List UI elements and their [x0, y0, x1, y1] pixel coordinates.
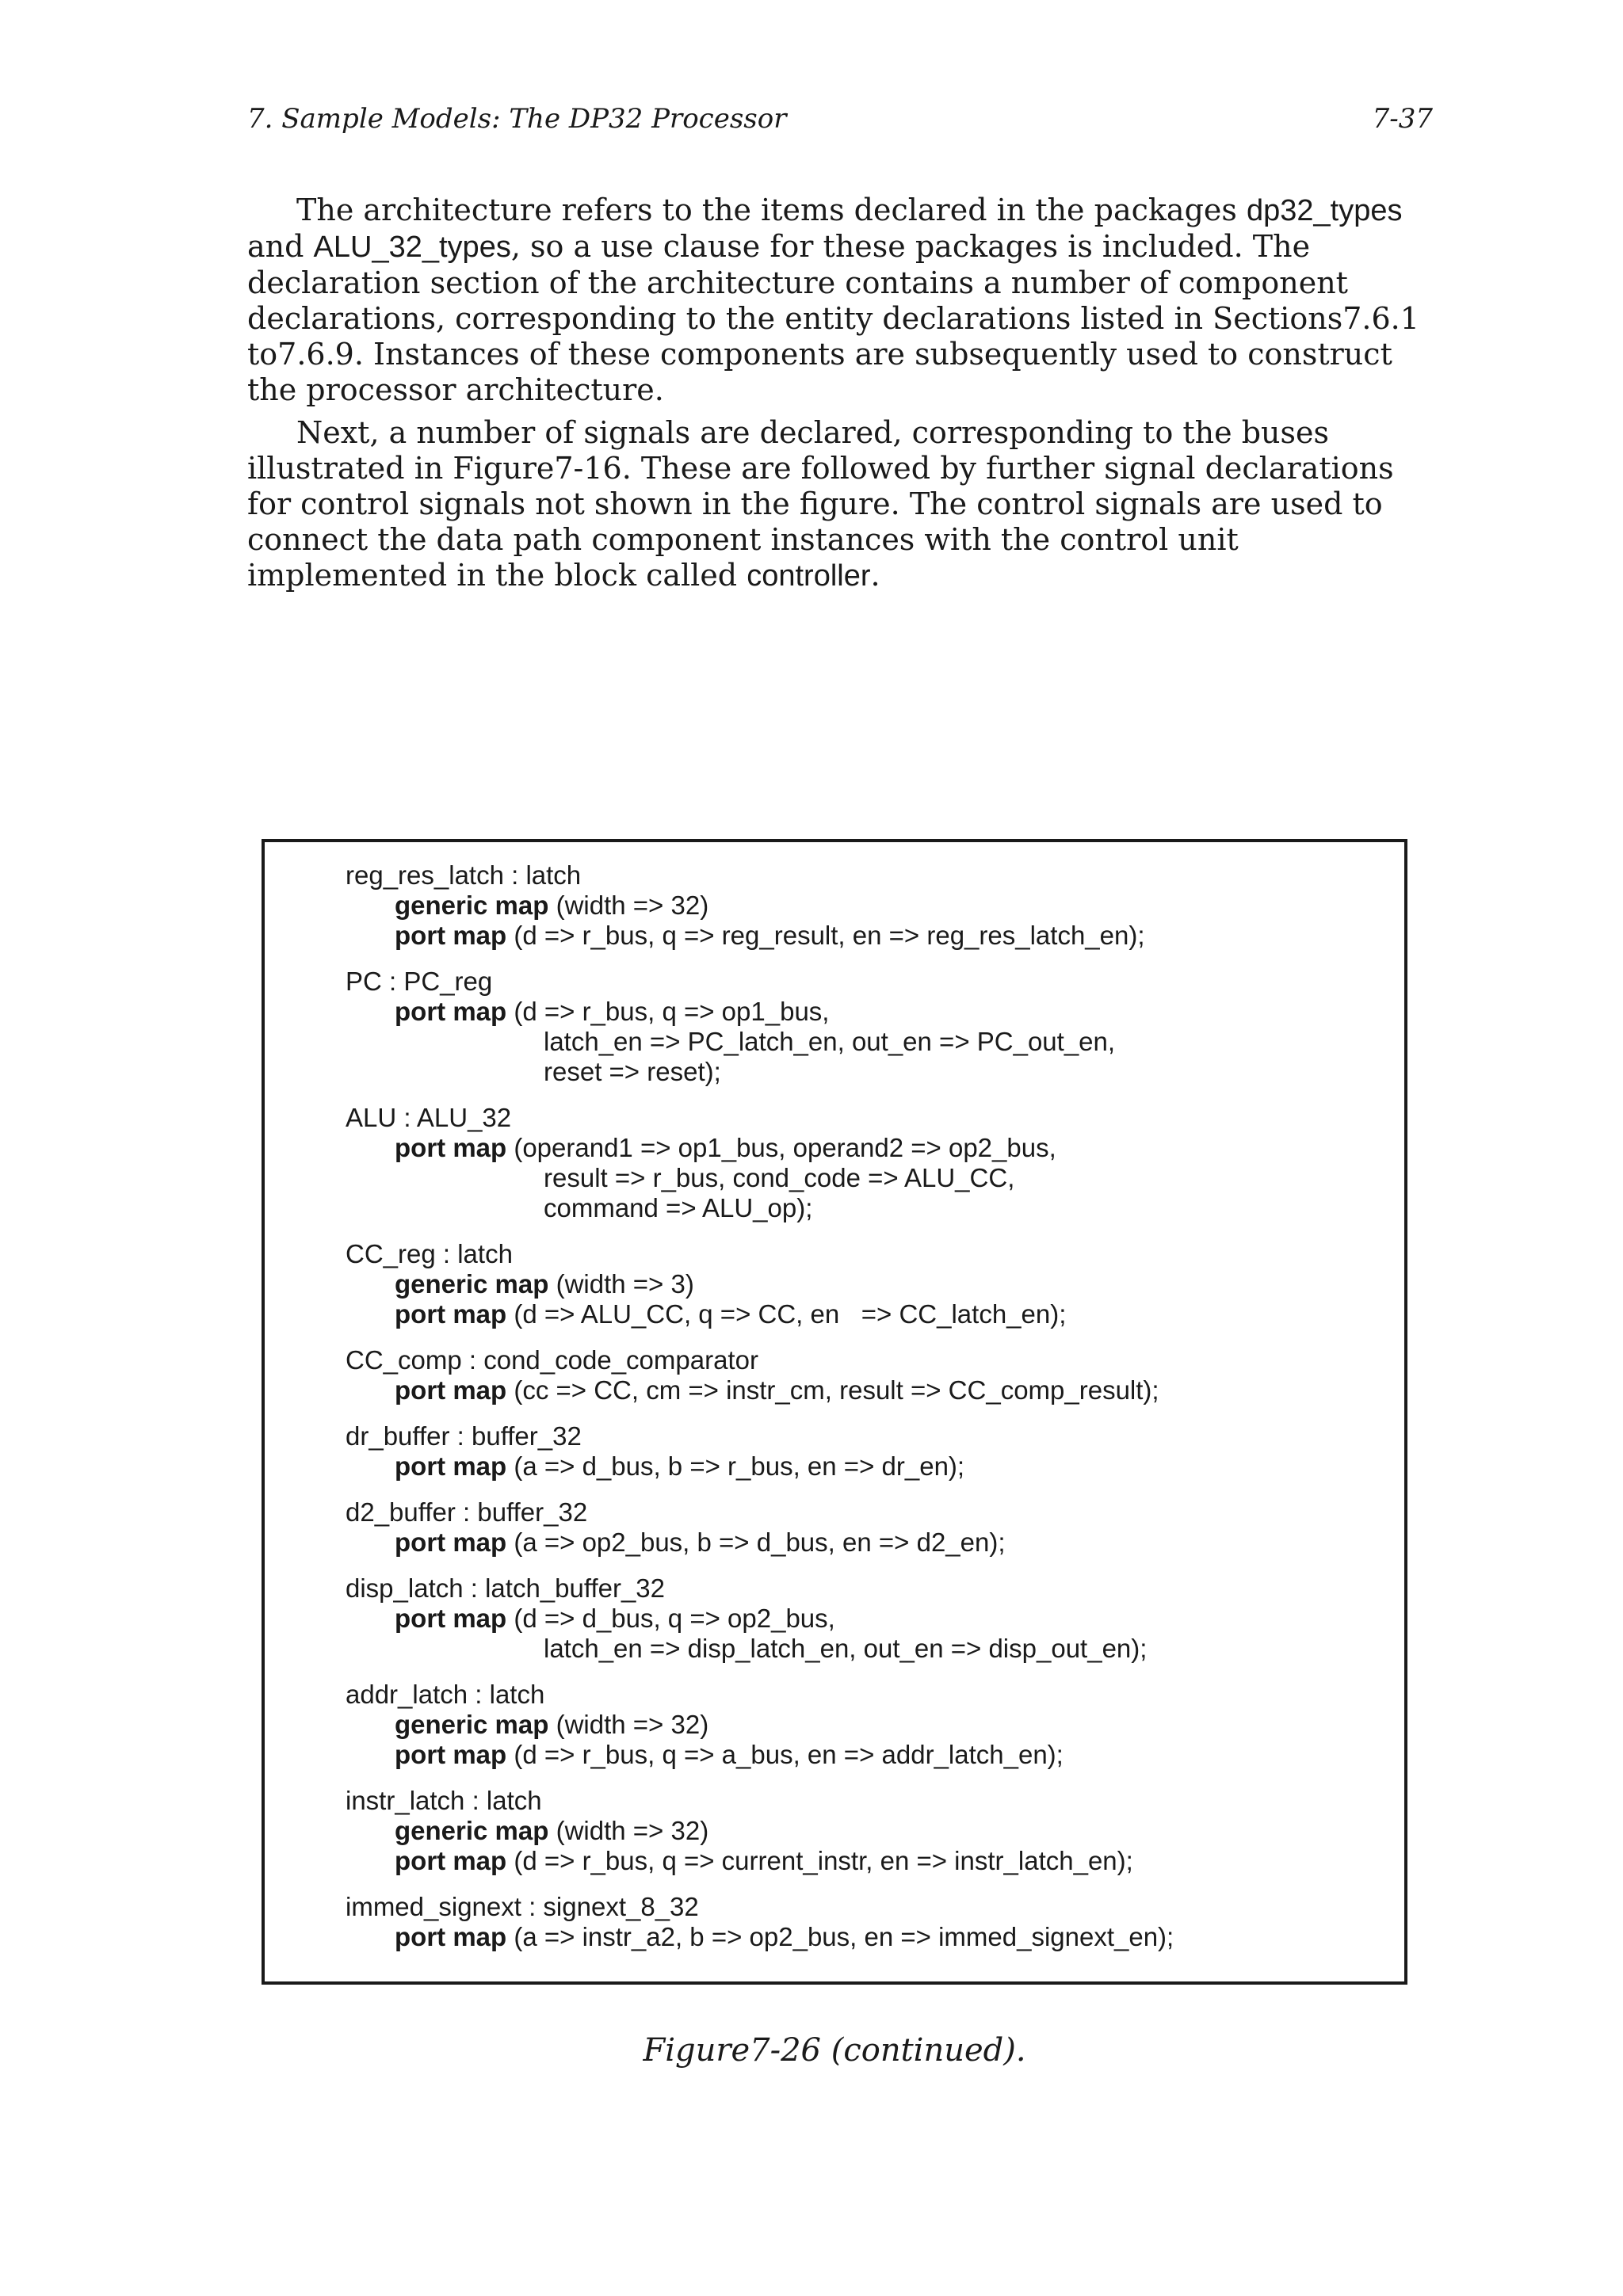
code-text: reset => reset);	[544, 1057, 721, 1086]
code-line	[346, 1451, 1392, 1482]
component-header: addr_latch : latch	[346, 1680, 545, 1709]
code-line	[346, 1133, 1392, 1163]
code-text: (width => 32)	[548, 891, 709, 920]
component-instance	[346, 1786, 1392, 1876]
code-text: latch_en => disp_latch_en, out_en => disp_out_en);	[544, 1634, 1148, 1663]
code-line	[346, 1375, 1392, 1405]
code-keyword: port map	[395, 1299, 507, 1329]
component-instance	[346, 1421, 1392, 1482]
code-line	[346, 997, 1392, 1027]
component-header: reg_res_latch : latch	[346, 860, 582, 890]
component-instance	[346, 1497, 1392, 1558]
text-run: The architecture refers to the items declared in the packages	[296, 193, 1247, 227]
code-text: (cc => CC, cm => instr_cm, result => CC_comp_result);	[506, 1375, 1159, 1405]
code-text: (width => 32)	[548, 1710, 709, 1739]
code-text: (d => r_bus, q => a_bus, en => addr_latch_en);	[506, 1740, 1064, 1769]
code-line	[346, 1057, 1392, 1087]
code-line	[346, 1604, 1392, 1634]
code-line	[346, 1740, 1392, 1770]
component-header: instr_latch : latch	[346, 1786, 542, 1815]
text-run: and	[247, 229, 314, 264]
running-head	[247, 95, 1433, 143]
figure-caption: Figure7-26 (continued).	[643, 2032, 1026, 2069]
code-keyword: port map	[395, 1451, 507, 1481]
code-text: (d => d_bus, q => op2_bus,	[506, 1604, 835, 1633]
code-text: (a => op2_bus, b => d_bus, en => d2_en);	[506, 1527, 1006, 1557]
component-instance	[346, 860, 1392, 951]
code-line	[346, 1299, 1392, 1329]
chapter-title: 7. Sample Models: The DP32 Processor	[247, 103, 787, 135]
component-instance	[346, 1239, 1392, 1329]
vhdl-code-listing	[346, 860, 1392, 1968]
code-text: latch_en => PC_latch_en, out_en => PC_out_en,	[544, 1027, 1116, 1056]
inline-code: ALU_32_types	[313, 231, 511, 264]
code-keyword: port map	[395, 1740, 507, 1769]
code-keyword: port map	[395, 1604, 507, 1633]
code-keyword: port map	[395, 997, 507, 1026]
code-keyword: generic map	[395, 1269, 549, 1299]
code-line	[346, 1922, 1392, 1952]
code-keyword: port map	[395, 1375, 507, 1405]
page-number: 7-37	[1372, 103, 1433, 135]
component-instance	[346, 1345, 1392, 1405]
component-header: disp_latch : latch_buffer_32	[346, 1573, 666, 1603]
code-text: (d => ALU_CC, q => CC, en => CC_latch_en);	[506, 1299, 1067, 1329]
code-line	[346, 921, 1392, 951]
component-instance	[346, 1892, 1392, 1952]
component-instance	[346, 1680, 1392, 1770]
inline-code: controller	[747, 559, 871, 593]
component-instance	[346, 967, 1392, 1087]
code-text: (width => 3)	[548, 1269, 694, 1299]
code-keyword: generic map	[395, 1816, 549, 1845]
code-line	[346, 1846, 1392, 1876]
component-header: CC_comp : cond_code_comparator	[346, 1345, 758, 1375]
code-keyword: port map	[395, 1133, 507, 1162]
body-text	[247, 193, 1436, 601]
inline-code: dp32_types	[1246, 194, 1403, 227]
component-instance	[346, 1573, 1392, 1664]
code-line	[346, 1634, 1392, 1664]
code-text: (a => d_bus, b => r_bus, en => dr_en);	[506, 1451, 965, 1481]
body-paragraph	[247, 415, 1436, 594]
component-header: d2_buffer : buffer_32	[346, 1497, 588, 1527]
component-header: immed_signext : signext_8_32	[346, 1892, 699, 1921]
code-text: (d => r_bus, q => current_instr, en => instr_latch_en);	[506, 1846, 1133, 1875]
code-keyword: port map	[395, 921, 507, 950]
code-line	[346, 1527, 1392, 1558]
code-line	[346, 1027, 1392, 1057]
code-text: result => r_bus, cond_code => ALU_CC,	[544, 1163, 1015, 1192]
code-line	[346, 1816, 1392, 1846]
code-text: (d => r_bus, q => reg_result, en => reg_res_latch_en);	[506, 921, 1145, 950]
component-header: dr_buffer : buffer_32	[346, 1421, 582, 1451]
component-header: ALU : ALU_32	[346, 1103, 512, 1132]
code-line	[346, 1163, 1392, 1193]
code-keyword: port map	[395, 1846, 507, 1875]
code-keyword: port map	[395, 1922, 507, 1951]
body-paragraph	[247, 193, 1436, 408]
code-text: (width => 32)	[548, 1816, 709, 1845]
code-line	[346, 1193, 1392, 1223]
component-header: CC_reg : latch	[346, 1239, 513, 1268]
code-keyword: port map	[395, 1527, 507, 1557]
code-keyword: generic map	[395, 1710, 549, 1739]
code-line	[346, 1710, 1392, 1740]
code-keyword: generic map	[395, 891, 549, 920]
code-text: (operand1 => op1_bus, operand2 => op2_bus,	[506, 1133, 1056, 1162]
code-text: (d => r_bus, q => op1_bus,	[506, 997, 830, 1026]
text-run: , so a use clause for these packages is included. The declaration section of the architecture contains a number of component declarations, corresponding to the entity declarations listed in Sections7.6.1 to7.6.9. Instances of these components are subsequently used to construct the processor architecture.	[247, 229, 1419, 407]
code-text: (a => instr_a2, b => op2_bus, en => immed_signext_en);	[506, 1922, 1174, 1951]
text-run: Next, a number of signals are declared, corresponding to the buses illustrated in Figure7-16. These are followed by further signal declarations for control signals not shown in the figure. The control signals are used to connect the data path component instances with the control unit implemented in the block called	[247, 415, 1394, 593]
code-line	[346, 1269, 1392, 1299]
code-text: command => ALU_op);	[544, 1193, 813, 1222]
component-instance	[346, 1103, 1392, 1223]
text-run: .	[870, 558, 880, 593]
component-header: PC : PC_reg	[346, 967, 493, 996]
code-line	[346, 891, 1392, 921]
